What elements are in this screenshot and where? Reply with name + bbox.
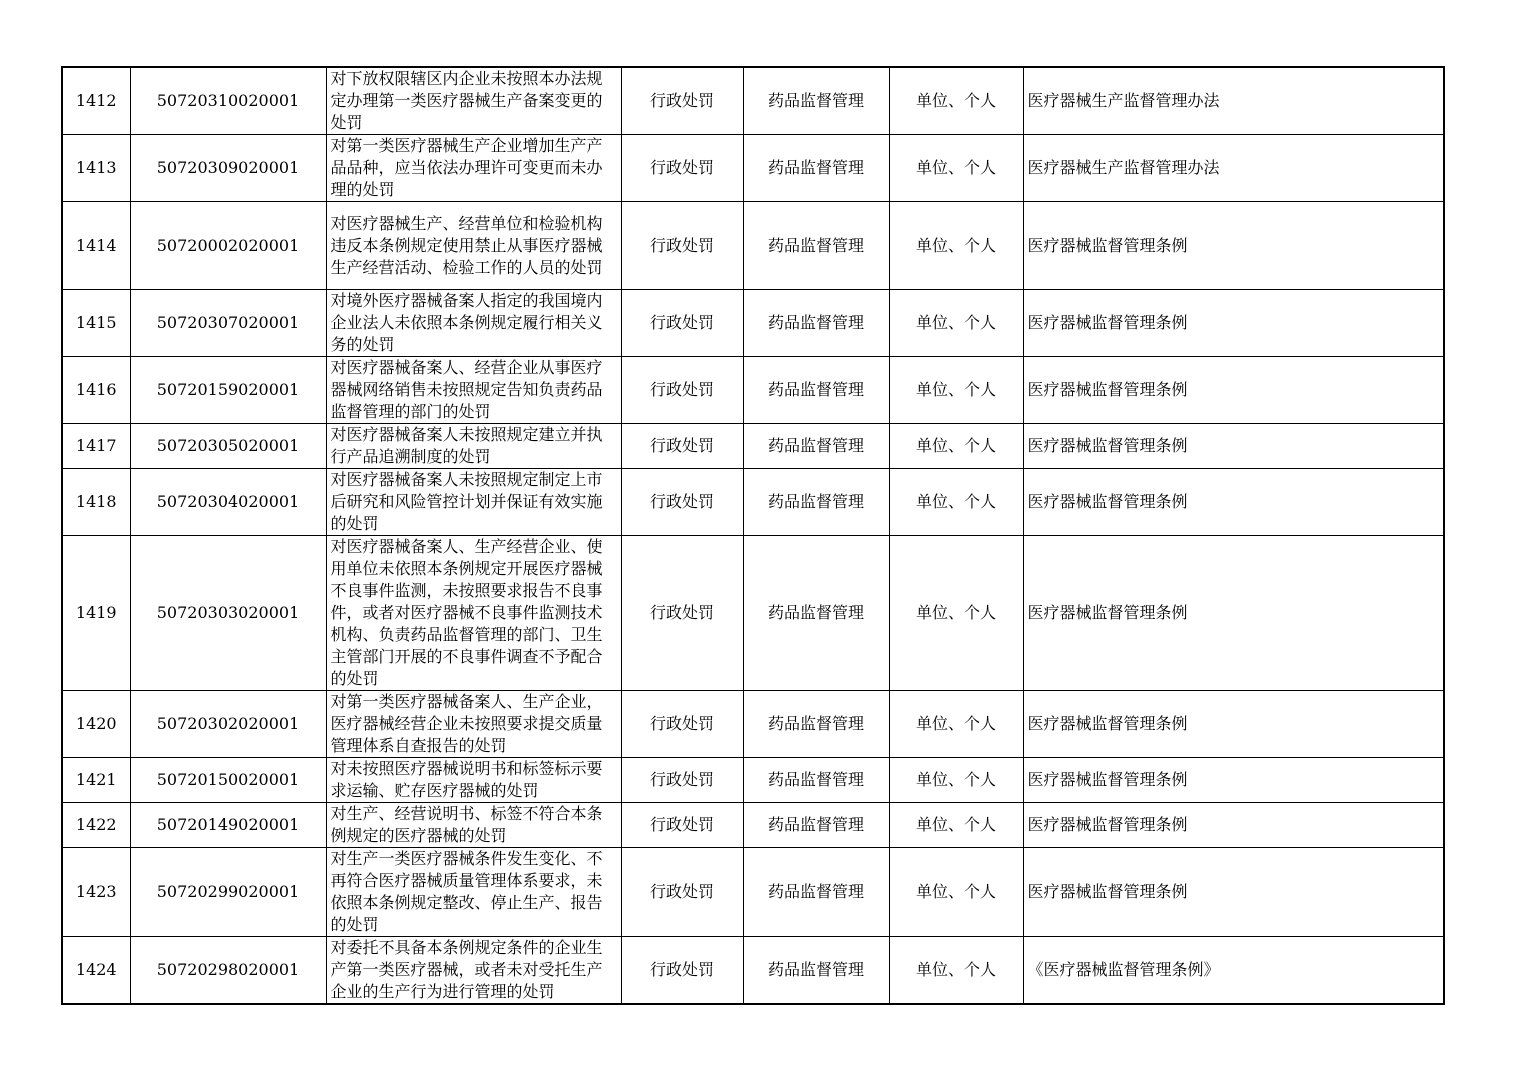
power-type: 行政处罚 [621,758,743,803]
power-type: 行政处罚 [621,469,743,536]
row-number: 1412 [62,67,130,135]
subject: 单位、个人 [889,290,1023,357]
item-code: 50720299020001 [130,848,326,937]
table-row [62,758,1444,803]
legal-basis: 医疗器械监督管理条例 [1023,290,1444,357]
item-code: 50720302020001 [130,691,326,758]
row-number: 1421 [62,758,130,803]
subject: 单位、个人 [889,357,1023,424]
power-type: 行政处罚 [621,424,743,469]
row-number: 1417 [62,424,130,469]
subject: 单位、个人 [889,536,1023,691]
row-number: 1413 [62,135,130,202]
legal-basis: 《医疗器械监督管理条例》 [1023,937,1444,1005]
power-type: 行政处罚 [621,357,743,424]
subject: 单位、个人 [889,469,1023,536]
item-code: 50720307020001 [130,290,326,357]
row-number: 1422 [62,803,130,848]
penalty-item: 对第一类医疗器械生产企业增加生产产品品种，应当依法办理许可变更而未办理的处罚 [326,135,621,202]
table-row [62,848,1444,937]
legal-basis: 医疗器械监督管理条例 [1023,758,1444,803]
category: 药品监督管理 [743,67,889,135]
item-code: 50720159020001 [130,357,326,424]
category: 药品监督管理 [743,848,889,937]
subject: 单位、个人 [889,424,1023,469]
item-code: 50720304020001 [130,469,326,536]
category: 药品监督管理 [743,357,889,424]
row-number: 1420 [62,691,130,758]
subject: 单位、个人 [889,202,1023,290]
penalty-item: 对医疗器械备案人、经营企业从事医疗器械网络销售未按照规定告知负责药品监督管理的部门的处罚 [326,357,621,424]
subject: 单位、个人 [889,135,1023,202]
legal-basis: 医疗器械监督管理条例 [1023,536,1444,691]
subject: 单位、个人 [889,758,1023,803]
item-code: 50720002020001 [130,202,326,290]
category: 药品监督管理 [743,135,889,202]
legal-basis: 医疗器械监督管理条例 [1023,691,1444,758]
row-number: 1419 [62,536,130,691]
table-row [62,803,1444,848]
table-row [62,135,1444,202]
power-type: 行政处罚 [621,803,743,848]
item-code: 50720310020001 [130,67,326,135]
power-type: 行政处罚 [621,937,743,1005]
category: 药品监督管理 [743,469,889,536]
penalty-item: 对第一类医疗器械备案人、生产企业，医疗器械经营企业未按照要求提交质量管理体系自查报告的处罚 [326,691,621,758]
power-type: 行政处罚 [621,536,743,691]
table-row [62,357,1444,424]
power-type: 行政处罚 [621,290,743,357]
subject: 单位、个人 [889,803,1023,848]
row-number: 1418 [62,469,130,536]
category: 药品监督管理 [743,758,889,803]
legal-basis: 医疗器械监督管理条例 [1023,803,1444,848]
category: 药品监督管理 [743,691,889,758]
legal-basis: 医疗器械监督管理条例 [1023,848,1444,937]
penalty-item: 对境外医疗器械备案人指定的我国境内企业法人未依照本条例规定履行相关义务的处罚 [326,290,621,357]
table-row [62,691,1444,758]
table-row [62,290,1444,357]
legal-basis: 医疗器械生产监督管理办法 [1023,135,1444,202]
table-row [62,469,1444,536]
row-number: 1423 [62,848,130,937]
category: 药品监督管理 [743,424,889,469]
category: 药品监督管理 [743,202,889,290]
legal-basis: 医疗器械监督管理条例 [1023,424,1444,469]
category: 药品监督管理 [743,290,889,357]
penalty-item: 对医疗器械备案人未按照规定建立并执行产品追溯制度的处罚 [326,424,621,469]
legal-basis: 医疗器械生产监督管理办法 [1023,67,1444,135]
penalty-item: 对医疗器械生产、经营单位和检验机构违反本条例规定使用禁止从事医疗器械生产经营活动、检验工作的人员的处罚 [326,202,621,290]
power-type: 行政处罚 [621,135,743,202]
table-row [62,67,1444,135]
category: 药品监督管理 [743,803,889,848]
penalty-item: 对下放权限辖区内企业未按照本办法规定办理第一类医疗器械生产备案变更的处罚 [326,67,621,135]
item-code: 50720309020001 [130,135,326,202]
power-type: 行政处罚 [621,202,743,290]
power-type: 行政处罚 [621,67,743,135]
item-code: 50720150020001 [130,758,326,803]
subject: 单位、个人 [889,937,1023,1005]
penalty-item: 对未按照医疗器械说明书和标签标示要求运输、贮存医疗器械的处罚 [326,758,621,803]
penalty-item: 对生产、经营说明书、标签不符合本条例规定的医疗器械的处罚 [326,803,621,848]
row-number: 1424 [62,937,130,1005]
power-type: 行政处罚 [621,848,743,937]
table-row [62,937,1444,1005]
row-number: 1415 [62,290,130,357]
legal-basis: 医疗器械监督管理条例 [1023,357,1444,424]
penalty-table [61,66,1445,1005]
row-number: 1416 [62,357,130,424]
table-row [62,536,1444,691]
legal-basis: 医疗器械监督管理条例 [1023,469,1444,536]
penalty-item: 对医疗器械备案人、生产经营企业、使用单位未依照本条例规定开展医疗器械不良事件监测，未按照要求报告不良事件，或者对医疗器械不良事件监测技术机构、负责药品监督管理的部门、卫生主管部门开展的不良事件调查不予配合的处罚 [326,536,621,691]
subject: 单位、个人 [889,691,1023,758]
subject: 单位、个人 [889,848,1023,937]
item-code: 50720305020001 [130,424,326,469]
penalty-item: 对委托不具备本条例规定条件的企业生产第一类医疗器械，或者未对受托生产企业的生产行为进行管理的处罚 [326,937,621,1005]
legal-basis: 医疗器械监督管理条例 [1023,202,1444,290]
subject: 单位、个人 [889,67,1023,135]
row-number: 1414 [62,202,130,290]
category: 药品监督管理 [743,937,889,1005]
penalty-item: 对生产一类医疗器械条件发生变化、不再符合医疗器械质量管理体系要求，未依照本条例规定整改、停止生产、报告的处罚 [326,848,621,937]
item-code: 50720303020001 [130,536,326,691]
item-code: 50720298020001 [130,937,326,1005]
table-row [62,424,1444,469]
penalty-item: 对医疗器械备案人未按照规定制定上市后研究和风险管控计划并保证有效实施的处罚 [326,469,621,536]
power-type: 行政处罚 [621,691,743,758]
table-row [62,202,1444,290]
item-code: 50720149020001 [130,803,326,848]
category: 药品监督管理 [743,536,889,691]
